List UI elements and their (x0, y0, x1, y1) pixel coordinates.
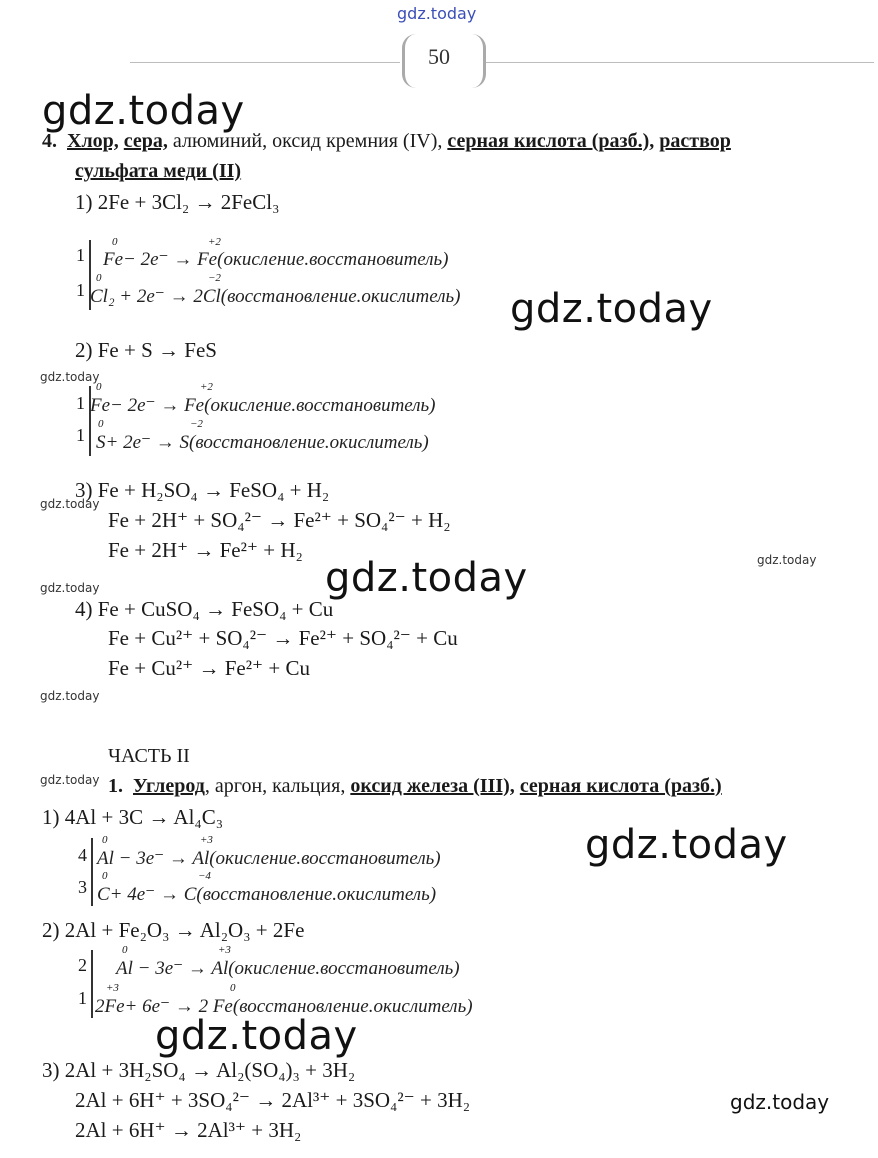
task4-r2-half2 (96, 431, 429, 454)
part2-r1-half2-left: C+ 4e⁻ → (97, 884, 179, 905)
task4-r1-ox0b: 0 (96, 272, 102, 284)
task4-r1-half1 (103, 248, 449, 271)
task4-number: 4. (42, 130, 57, 152)
task4-r1-half2-sym: Cl (202, 286, 221, 307)
task4-r1-half2-left: Cl₂ + 2e⁻ → 2 (90, 286, 203, 307)
task4-r2-half1 (90, 394, 436, 417)
watermark-4: gdz.today (585, 822, 788, 868)
part2-task1-number: 1. (108, 775, 123, 797)
part2-r1-half2-sym: C (183, 884, 197, 905)
part2-r1-bracket (91, 838, 93, 906)
watermark-small-5: gdz.today (40, 689, 100, 703)
part2-item-others: , аргон, кальция, (204, 775, 346, 797)
part2-r2-coef2: 1 (78, 988, 87, 1008)
task4-r4-line3: Fe + Cu²⁺ → Fe²⁺ + Cu (108, 656, 310, 680)
watermark-small-3: gdz.today (757, 553, 817, 567)
watermark-small-1: gdz.today (40, 370, 100, 384)
part2-r2-equation: 2) 2Al + Fe₂O₃ → Al₂O₃ + 2Fe (42, 918, 305, 942)
task4-r2-equation: 2) Fe + S → FeS (75, 338, 217, 362)
task4-r1-coef1: 1 (76, 245, 85, 265)
part2-r2-half1-note: (окисление.восстановитель) (228, 958, 460, 979)
task4-r1-half1-note: (окисление.восстановитель) (217, 249, 449, 270)
watermark-2: gdz.today (510, 286, 713, 332)
task4-r2-half1-note: (окисление.восстановитель) (204, 395, 436, 416)
task4-r2-half1-sym: Fe (184, 395, 205, 416)
task4-r2-half2-sym: S (179, 432, 190, 453)
task4-item-others: алюминий, оксид кремния (IV), (172, 130, 443, 152)
task4-r2-half2-note: (восстановление.окислитель) (189, 432, 429, 453)
watermark-small-4: gdz.today (40, 581, 100, 595)
watermark-3: gdz.today (325, 555, 528, 601)
task4-r1-half2-note: (восстановление.окислитель) (220, 286, 461, 307)
task4-r2-coef2: 1 (76, 425, 85, 445)
header-rule-left (130, 62, 400, 63)
part2-r3-line3: 2Al + 6H⁺ → 2Al³⁺ + 3H₂ (75, 1118, 302, 1142)
task4-r2-half1-left: Fe− 2e⁻ → (90, 395, 180, 416)
watermark-small-7: gdz.today (730, 1090, 830, 1114)
task4-r3-line3: Fe + 2H⁺ → Fe²⁺ + H₂ (108, 538, 303, 562)
part2-r1-coef2: 3 (78, 877, 87, 897)
task4-r1-ox0a: 0 (112, 236, 118, 248)
task4-r1-equation: 1) 2Fe + 3Cl₂ → 2FeCl₃ (75, 190, 280, 214)
part2-r1-ox1a: +3 (200, 834, 213, 846)
task4-r2-ox0a: 0 (96, 381, 102, 393)
watermark-1: gdz.today (42, 88, 245, 134)
part2-task1-heading (108, 775, 722, 798)
watermark-small-2: gdz.today (40, 497, 100, 511)
part2-r1-equation: 1) 4Al + 3C → Al₄C₃ (42, 805, 224, 829)
task4-item-solution: раствор (659, 130, 731, 152)
part2-r1-ox0a: 0 (102, 834, 108, 846)
part2-r1-ox1b: −4 (198, 870, 211, 882)
part2-r2-half2-left: 2Fe+ 6e⁻ → 2 (95, 996, 209, 1017)
part2-r1-ox0b: 0 (102, 870, 108, 882)
part2-r2-half2 (95, 995, 473, 1018)
header-watermark: gdz.today (397, 4, 477, 23)
part2-r2-ox0a: 0 (122, 944, 128, 956)
part2-r2-ox1b: 0 (230, 982, 236, 994)
task4-r2-ox1a: +2 (200, 381, 213, 393)
task4-item-sulfur: сера, (123, 130, 168, 152)
task4-heading (42, 130, 731, 153)
part2-r2-coef1: 2 (78, 955, 87, 975)
page-number: 50 (428, 44, 450, 69)
part2-r1-half1-sym: Al (192, 848, 210, 869)
task4-r4-line2: Fe + Cu²⁺ + SO₄²⁻ → Fe²⁺ + SO₄²⁻ + Cu (108, 626, 458, 650)
part2-heading: ЧАСТЬ II (108, 745, 190, 767)
part2-item-carbon: Углерод (133, 775, 205, 797)
part2-r2-half2-sym: Fe (212, 996, 233, 1017)
task4-r2-half2-left: S+ 2e⁻ → (96, 432, 175, 453)
part2-r3-line1: 3) 2Al + 3H₂SO₄ → Al₂(SO₄)₃ + 3H₂ (42, 1058, 356, 1082)
watermark-small-6: gdz.today (40, 773, 100, 787)
task4-r2-coef1: 1 (76, 393, 85, 413)
task4-r1-half1-left: Fe− 2e⁻ → (103, 249, 193, 270)
watermark-5: gdz.today (155, 1013, 358, 1059)
task4-r4-line1: 4) Fe + CuSO₄ → FeSO₄ + Cu (75, 597, 334, 621)
part2-r3-line2: 2Al + 6H⁺ + 3SO₄²⁻ → 2Al³⁺ + 3SO₄²⁻ + 3H₂ (75, 1088, 471, 1112)
header-rule-right (484, 62, 874, 63)
task4-r2-ox1b: −2 (190, 418, 203, 430)
task4-r2-ox0b: 0 (98, 418, 104, 430)
part2-r1-half2 (97, 883, 436, 906)
part2-r2-half1-sym: Al (211, 958, 229, 979)
task4-r3-line2: Fe + 2H⁺ + SO₄²⁻ → Fe²⁺ + SO₄²⁻ + H₂ (108, 508, 451, 532)
task4-item-chlorine: Хлор, (67, 130, 119, 152)
part2-r1-half1-note: (окисление.восстановитель) (209, 848, 441, 869)
part2-r1-coef1: 4 (78, 845, 87, 865)
task4-r1-half2 (90, 285, 460, 308)
task4-heading-line2: сульфата меди (II) (75, 160, 242, 182)
part2-r2-half1 (116, 957, 460, 980)
part2-r1-half2-note: (восстановление.окислитель) (196, 884, 437, 905)
part2-item-acid: серная кислота (разб.) (519, 775, 722, 797)
part2-r1-half1 (97, 847, 441, 870)
task4-r1-ox1a: +2 (208, 236, 221, 248)
task4-r1-half1-sym: Fe (197, 249, 218, 270)
task4-r1-coef2: 1 (76, 280, 85, 300)
part2-r2-half2-note: (восстановление.окислитель) (232, 996, 473, 1017)
part2-r1-half1-left: Al − 3e⁻ → (97, 848, 188, 869)
part2-item-iron-oxide: оксид железа (III), (350, 775, 515, 797)
part2-r2-bracket (91, 950, 93, 1018)
part2-r2-half1-left: Al − 3e⁻ → (116, 958, 207, 979)
task4-item-acid: серная кислота (разб.), (447, 130, 655, 152)
task4-r1-ox1b: −2 (208, 272, 221, 284)
task4-r3-line1: 3) Fe + H₂SO₄ → FeSO₄ + H₂ (75, 478, 330, 502)
part2-r2-ox1a: +3 (218, 944, 231, 956)
part2-r2-ox0b: +3 (106, 982, 119, 994)
